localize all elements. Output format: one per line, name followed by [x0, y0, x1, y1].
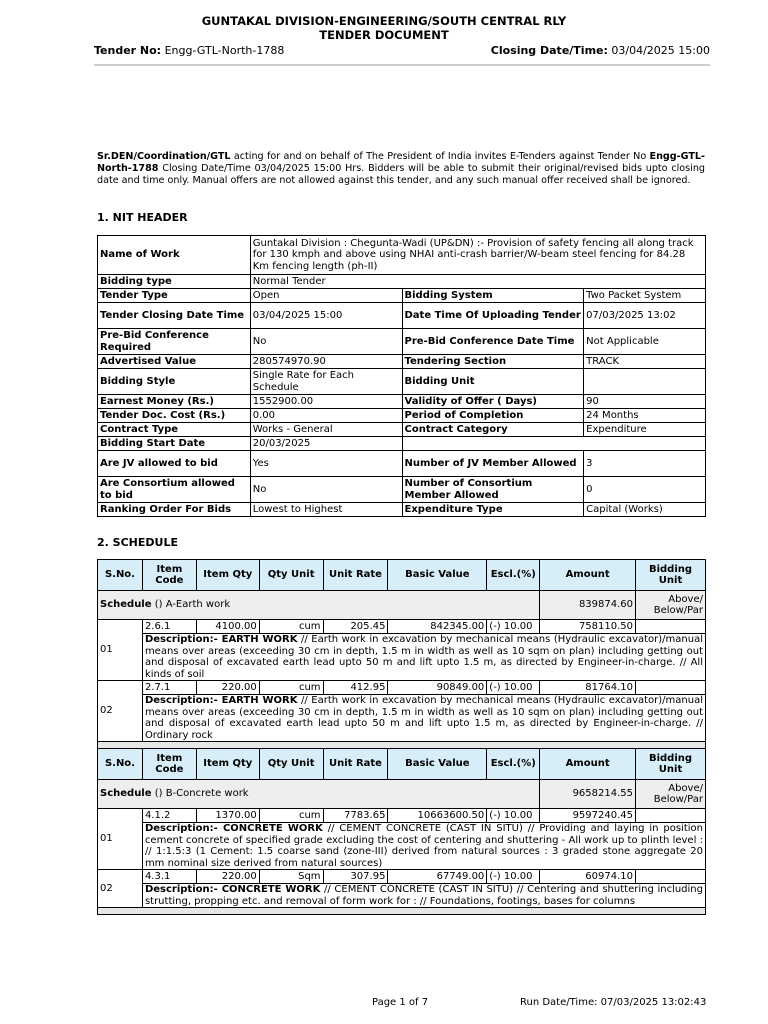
item-escalation: (-) 10.00 [487, 809, 540, 823]
item-rate: 7783.65 [323, 809, 388, 823]
nit-value: Works - General [250, 423, 402, 437]
nit-label: Tendering Section [402, 355, 584, 369]
column-header: Bidding Unit [636, 749, 706, 780]
item-amount: 81764.10 [540, 681, 636, 695]
nit-label: Name of Work [98, 236, 251, 275]
nit-value: 3 [584, 451, 706, 477]
nit-value: Yes [250, 451, 402, 477]
item-bidding-unit [636, 870, 706, 884]
nit-value: Not Applicable [584, 329, 706, 355]
schedule-bidding-unit: Above/ Below/Par [636, 780, 706, 809]
description-label [145, 823, 323, 834]
title-line-1: GUNTAKAL DIVISION-ENGINEERING/SOUTH CENTRAL RLY [201, 14, 567, 28]
nit-value: No [250, 477, 402, 503]
item-unit: cum [259, 809, 323, 823]
nit-row [98, 477, 706, 503]
nit-label: Earnest Money (Rs.) [98, 395, 251, 409]
nit-label: Contract Category [402, 423, 584, 437]
column-header: Bidding Unit [636, 560, 706, 591]
item-description-row [98, 884, 706, 908]
item-amount: 758110.50 [540, 620, 636, 634]
item-row [98, 809, 706, 823]
item-sno: 02 [98, 870, 143, 908]
column-header: Basic Value [388, 749, 487, 780]
item-unit: cum [259, 681, 323, 695]
column-header: Escl.(%) [487, 560, 540, 591]
column-header: Item Code [142, 560, 196, 591]
nit-value [584, 369, 706, 395]
column-header: Qty Unit [259, 560, 323, 591]
nit-label: Tender Doc. Cost (Rs.) [98, 409, 251, 423]
intro-text-1: acting for and on behalf of The President of India invites E-Tenders against Tender No [230, 151, 650, 162]
nit-row [98, 355, 706, 369]
nit-value: Single Rate for Each Schedule [250, 369, 402, 395]
description-text: // CEMENT CONCRETE (CAST IN SITU) // Centering and shuttering including strutting, propping etc. and removal of form work for : // Foundations, footings, bases for columns [144, 884, 703, 907]
nit-label: Bidding Style [98, 369, 251, 395]
item-description-row [98, 634, 706, 681]
item-code: 4.3.1 [142, 870, 196, 884]
item-basic-value: 10663600.50 [388, 809, 487, 823]
description-category: CONCRETE WORK [222, 823, 323, 834]
item-qty: 4100.00 [196, 620, 259, 634]
item-row [98, 870, 706, 884]
item-bidding-unit [636, 809, 706, 823]
tender-no-label: Tender No: [94, 44, 162, 57]
title-line-2: TENDER DOCUMENT [319, 28, 449, 42]
nit-value: Lowest to Highest [250, 503, 402, 517]
item-unit: Sqm [259, 870, 323, 884]
description-prefix: Description:- [144, 695, 218, 706]
nit-value: No [250, 329, 402, 355]
schedule-header-row [98, 560, 706, 591]
item-amount: 9597240.45 [540, 809, 636, 823]
item-sno: 01 [98, 620, 143, 681]
empty-cell [402, 437, 706, 451]
intro-tender-ref: Engg-GTL-North-1788 [97, 151, 705, 174]
description-label [145, 884, 320, 895]
schedule-label: Schedule [100, 599, 152, 611]
item-description [142, 634, 705, 681]
nit-label: Pre-Bid Conference Required [98, 329, 251, 355]
nit-label: Period of Completion [402, 409, 584, 423]
nit-value: 1552900.00 [250, 395, 402, 409]
nit-value: 280574970.90 [250, 355, 402, 369]
page-number: Page 1 of 7 [372, 997, 429, 1008]
nit-row [98, 409, 706, 423]
item-description [142, 823, 705, 870]
nit-label: Expenditure Type [402, 503, 584, 517]
nit-row [98, 329, 706, 355]
nit-value: Capital (Works) [584, 503, 706, 517]
tender-number [94, 44, 284, 57]
column-header: Item Qty [196, 560, 259, 591]
nit-label: Number of Consortium Member Allowed [402, 477, 584, 503]
nit-label: Bidding System [402, 289, 584, 303]
nit-label: Number of JV Member Allowed [402, 451, 584, 477]
description-category: EARTH WORK [221, 695, 298, 706]
item-rate: 205.45 [323, 620, 388, 634]
nit-label: Are JV allowed to bid [98, 451, 251, 477]
description-text: // Earth work in excavation by mechanical means (Hydraulic excavator)/manual means over areas (exceeding 30 cm in depth, 1.5 m in width as well as 10 sqm on plan) including getting out and disposal of excavated earth lead upto 50 m and lift upto 1.5 m, as directed by Engineer-in-charge. // All kinds of soil [144, 634, 704, 680]
nit-label: Advertised Value [98, 355, 251, 369]
description-prefix: Description:- [144, 884, 218, 895]
schedule-spacer-row [98, 742, 706, 749]
nit-value: Expenditure [584, 423, 706, 437]
item-description [142, 695, 705, 742]
schedule-group-row [98, 591, 706, 620]
item-amount: 60974.10 [540, 870, 636, 884]
schedule-name [98, 591, 540, 620]
item-description [142, 884, 705, 908]
column-header: Basic Value [388, 560, 487, 591]
nit-row [98, 289, 706, 303]
header-divider [94, 64, 710, 66]
schedule-label: Schedule [100, 788, 152, 800]
closing-datetime [491, 44, 710, 57]
intro-org: Sr.DEN/Coordination/GTL [97, 151, 231, 162]
description-category: EARTH WORK [221, 634, 298, 645]
item-sno: 02 [98, 681, 143, 742]
nit-label: Tender Type [98, 289, 251, 303]
schedule-bidding-unit: Above/ Below/Par [636, 591, 706, 620]
nit-label: Are Consortium allowed to bid [98, 477, 251, 503]
nit-row-name-of-work [98, 236, 706, 275]
item-code: 2.7.1 [142, 681, 196, 695]
item-rate: 307.95 [323, 870, 388, 884]
nit-value: Two Packet System [584, 289, 706, 303]
item-bidding-unit [636, 681, 706, 695]
nit-label: Date Time Of Uploading Tender [402, 303, 584, 329]
schedule-title: () B-Concrete work [154, 788, 249, 800]
item-row [98, 620, 706, 634]
nit-value: 24 Months [584, 409, 706, 423]
intro-text-2: Closing Date/Time 03/04/2025 15:00 Hrs. Bidders will be able to submit their original/revised bids upto closing date and time only. Manual offers are not allowed against this tender, and any such manual offer received shall be ignored. [97, 163, 705, 186]
column-header: Escl.(%) [487, 749, 540, 780]
nit-label: Bidding Unit [402, 369, 584, 395]
column-header: Item Code [142, 749, 196, 780]
item-description-row [98, 695, 706, 742]
schedule-amount: 9658214.55 [540, 780, 636, 809]
description-label [145, 634, 298, 645]
nit-label: Bidding Start Date [98, 437, 251, 451]
nit-value: 0.00 [250, 409, 402, 423]
tender-no-value: Engg-GTL-North-1788 [164, 44, 285, 57]
column-header: S.No. [98, 560, 143, 591]
nit-label: Ranking Order For Bids [98, 503, 251, 517]
nit-value: 90 [584, 395, 706, 409]
schedule-name [98, 780, 540, 809]
nit-value: TRACK [584, 355, 706, 369]
nit-row [98, 503, 706, 517]
item-sno: 01 [98, 809, 143, 870]
nit-value: Open [250, 289, 402, 303]
item-basic-value: 67749.00 [388, 870, 487, 884]
intro-paragraph [97, 151, 705, 187]
nit-label: Tender Closing Date Time [98, 303, 251, 329]
column-header: Item Qty [196, 749, 259, 780]
nit-value: 0 [584, 477, 706, 503]
document-title [0, 14, 768, 42]
nit-value: Guntakal Division : Chegunta-Wadi (UP&DN) :- Provision of safety fencing all along track for 130 kmph and above using NHAI anti-crash barrier/W-beam steel fencing for 84.28 Km fencing length (ph-II) [250, 236, 705, 275]
column-header: Qty Unit [259, 749, 323, 780]
schedule-header-row [98, 749, 706, 780]
nit-row [98, 303, 706, 329]
column-header: Unit Rate [323, 560, 388, 591]
nit-value: 07/03/2025 13:02 [584, 303, 706, 329]
item-escalation: (-) 10.00 [487, 681, 540, 695]
nit-heading: 1. NIT HEADER [97, 211, 188, 224]
schedule-heading: 2. SCHEDULE [97, 536, 178, 549]
column-header: Unit Rate [323, 749, 388, 780]
run-datetime: Run Date/Time: 07/03/2025 13:02:43 [520, 997, 707, 1008]
item-description-row [98, 823, 706, 870]
item-basic-value: 90849.00 [388, 681, 487, 695]
nit-row [98, 369, 706, 395]
nit-label: Bidding type [98, 275, 251, 289]
closing-label: Closing Date/Time: [490, 44, 608, 57]
schedule-group-row [98, 780, 706, 809]
schedule-spacer-row [98, 908, 706, 915]
item-basic-value: 842345.00 [388, 620, 487, 634]
nit-row [98, 451, 706, 477]
nit-label: Validity of Offer ( Days) [402, 395, 584, 409]
item-qty: 220.00 [196, 870, 259, 884]
nit-table [97, 235, 706, 517]
schedule-amount: 839874.60 [540, 591, 636, 620]
closing-value: 03/04/2025 15:00 [611, 44, 710, 57]
description-prefix: Description:- [144, 823, 218, 834]
nit-row-bidding-start [98, 437, 706, 451]
description-label [145, 695, 298, 706]
spacer [98, 742, 706, 749]
item-code: 2.6.1 [142, 620, 196, 634]
nit-row [98, 423, 706, 437]
nit-value: Normal Tender [250, 275, 705, 289]
item-bidding-unit [636, 620, 706, 634]
spacer [98, 908, 706, 915]
nit-label: Contract Type [98, 423, 251, 437]
item-rate: 412.95 [323, 681, 388, 695]
nit-row-bidding-type [98, 275, 706, 289]
column-header: Amount [540, 560, 636, 591]
item-qty: 220.00 [196, 681, 259, 695]
description-prefix: Description:- [144, 634, 218, 645]
item-unit: cum [259, 620, 323, 634]
description-text: // Earth work in excavation by mechanical means (Hydraulic excavator)/manual means over areas (exceeding 30 cm in depth, 1.5 m in width as well as 10 sqm on plan) including getting out and disposal of excavated earth lead upto 50 m and lift upto 1.5 m, as directed by Engineer-in-charge. // Ordinary rock [144, 695, 704, 741]
item-code: 4.1.2 [142, 809, 196, 823]
nit-value: 03/04/2025 15:00 [250, 303, 402, 329]
nit-row [98, 395, 706, 409]
schedule-title: () A-Earth work [154, 599, 231, 611]
item-row [98, 681, 706, 695]
item-escalation: (-) 10.00 [487, 620, 540, 634]
column-header: S.No. [98, 749, 143, 780]
item-escalation: (-) 10.00 [487, 870, 540, 884]
nit-label: Pre-Bid Conference Date Time [402, 329, 584, 355]
item-qty: 1370.00 [196, 809, 259, 823]
description-category: CONCRETE WORK [221, 884, 321, 895]
nit-value: 20/03/2025 [250, 437, 402, 451]
schedule-table [97, 559, 706, 915]
description-text: // CEMENT CONCRETE (CAST IN SITU) // Providing and laying in position cement concrete of specified grade excluding the cost of centering and shuttering - All work up to plinth level : // 1:1.5:3 (1 Cement: 1.5 coarse sand (zone-III) derived from natural sources : 3 graded stone aggregate 20 mm nominal size derived from natural sources) [144, 823, 703, 869]
column-header: Amount [540, 749, 636, 780]
